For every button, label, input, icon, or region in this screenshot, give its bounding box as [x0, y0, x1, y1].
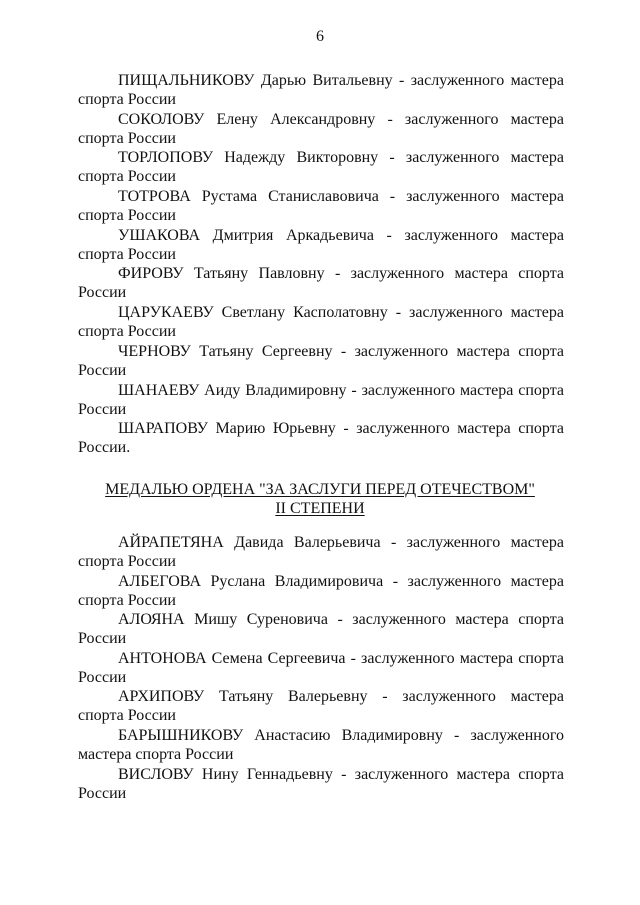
award-entry-line-2: спорта России [78, 553, 176, 570]
award-entry [78, 148, 564, 187]
award-entry-line-2: России [78, 630, 127, 648]
award-entry-line-1: АЛБЕГОВА Руслана Владимировича - заслуженного мастера [118, 572, 564, 590]
award-entry-line-2: спорта России [78, 707, 176, 725]
award-entry [78, 610, 564, 649]
page-number: 6 [316, 28, 324, 45]
award-entry-line-1: СОКОЛОВУ Елену Александровну - заслуженного мастера [118, 110, 564, 128]
award-entry-line-1: УШАКОВА Дмитрия Аркадьевича - заслуженного мастера [118, 226, 564, 244]
award-entry-line-2: России. [78, 439, 131, 457]
award-entry-line-1: ПИЩАЛЬНИКОВУ Дарью Витальевну - заслуженного мастера [118, 72, 564, 89]
award-entry [78, 71, 564, 110]
award-heading-line-2: II СТЕПЕНИ [275, 500, 365, 517]
award-list-section-a [78, 71, 564, 458]
award-entry-line-1: АЙРАПЕТЯНА Давида Валерьевича - заслуженного мастера [118, 534, 564, 551]
award-entry-line-1: ФИРОВУ Татьяну Павловну - заслуженного мастера спорта [118, 265, 564, 283]
award-entry [78, 572, 564, 611]
award-entry [78, 533, 564, 572]
award-entry-line-2: спорта России [78, 591, 176, 609]
award-entry-line-2: России [78, 361, 127, 379]
award-entry [78, 726, 564, 765]
award-entry-line-2: спорта России [78, 207, 176, 225]
award-entry [78, 649, 564, 688]
award-entry-line-2: России [78, 284, 127, 302]
award-entry-line-2: спорта России [78, 323, 176, 341]
award-entry-line-2: России [78, 668, 127, 686]
award-entry-line-2: спорта России [78, 168, 176, 186]
award-entry-line-1: ШАНАЕВУ Аиду Владимировну - заслуженного мастера спорта [118, 381, 564, 399]
award-entry-line-1: ЧЕРНОВУ Татьяну Сергеевну - заслуженного мастера спорта [118, 342, 564, 360]
award-entry [78, 687, 564, 726]
award-entry [78, 342, 564, 381]
award-entry-line-1: АРХИПОВУ Татьяну Валерьевну - заслуженного мастера [118, 688, 564, 706]
award-entry-line-2: мастера спорта России [78, 745, 234, 763]
award-entry [78, 381, 564, 420]
award-entry-line-1: БАРЫШНИКОВУ Анастасию Владимировну - заслуженного [118, 726, 564, 744]
award-entry [78, 187, 564, 226]
award-entry-line-1: ТОТРОВА Рустама Станиславовича - заслуженного мастера [118, 188, 564, 206]
award-entry-line-1: ТОРЛОПОВУ Надежду Викторовну - заслуженного мастера [118, 149, 564, 167]
award-entry-line-1: АЛОЯНА Мишу Суреновича - заслуженного мастера спорта [118, 611, 564, 629]
award-entry-line-2: спорта России [78, 129, 176, 147]
award-entry [78, 303, 564, 342]
award-heading-line-1: МЕДАЛЬЮ ОРДЕНА "ЗА ЗАСЛУГИ ПЕРЕД ОТЕЧЕСТВОМ" [105, 481, 535, 498]
award-entry-line-2: России [78, 400, 127, 418]
award-entry [78, 419, 564, 458]
award-entry [78, 264, 564, 303]
award-entry-line-1: ШАРАПОВУ Марию Юрьевну - заслуженного мастера спорта [118, 420, 564, 438]
award-entry-line-2: спорта России [78, 91, 176, 108]
award-entry-line-2: спорта России [78, 245, 176, 263]
award-entry-line-1: АНТОНОВА Семена Сергеевича - заслуженного мастера спорта [118, 649, 564, 667]
award-entry-line-2: России [78, 784, 127, 802]
award-entry [78, 110, 564, 149]
award-entry [78, 226, 564, 265]
award-list-section-b [78, 533, 564, 803]
award-heading [0, 480, 640, 518]
award-entry [78, 765, 564, 804]
award-entry-line-1: ЦАРУКАЕВУ Светлану Касполатовну - заслуженного мастера [118, 304, 564, 322]
award-entry-line-1: ВИСЛОВУ Нину Геннадьевну - заслуженного мастера спорта [118, 765, 564, 783]
